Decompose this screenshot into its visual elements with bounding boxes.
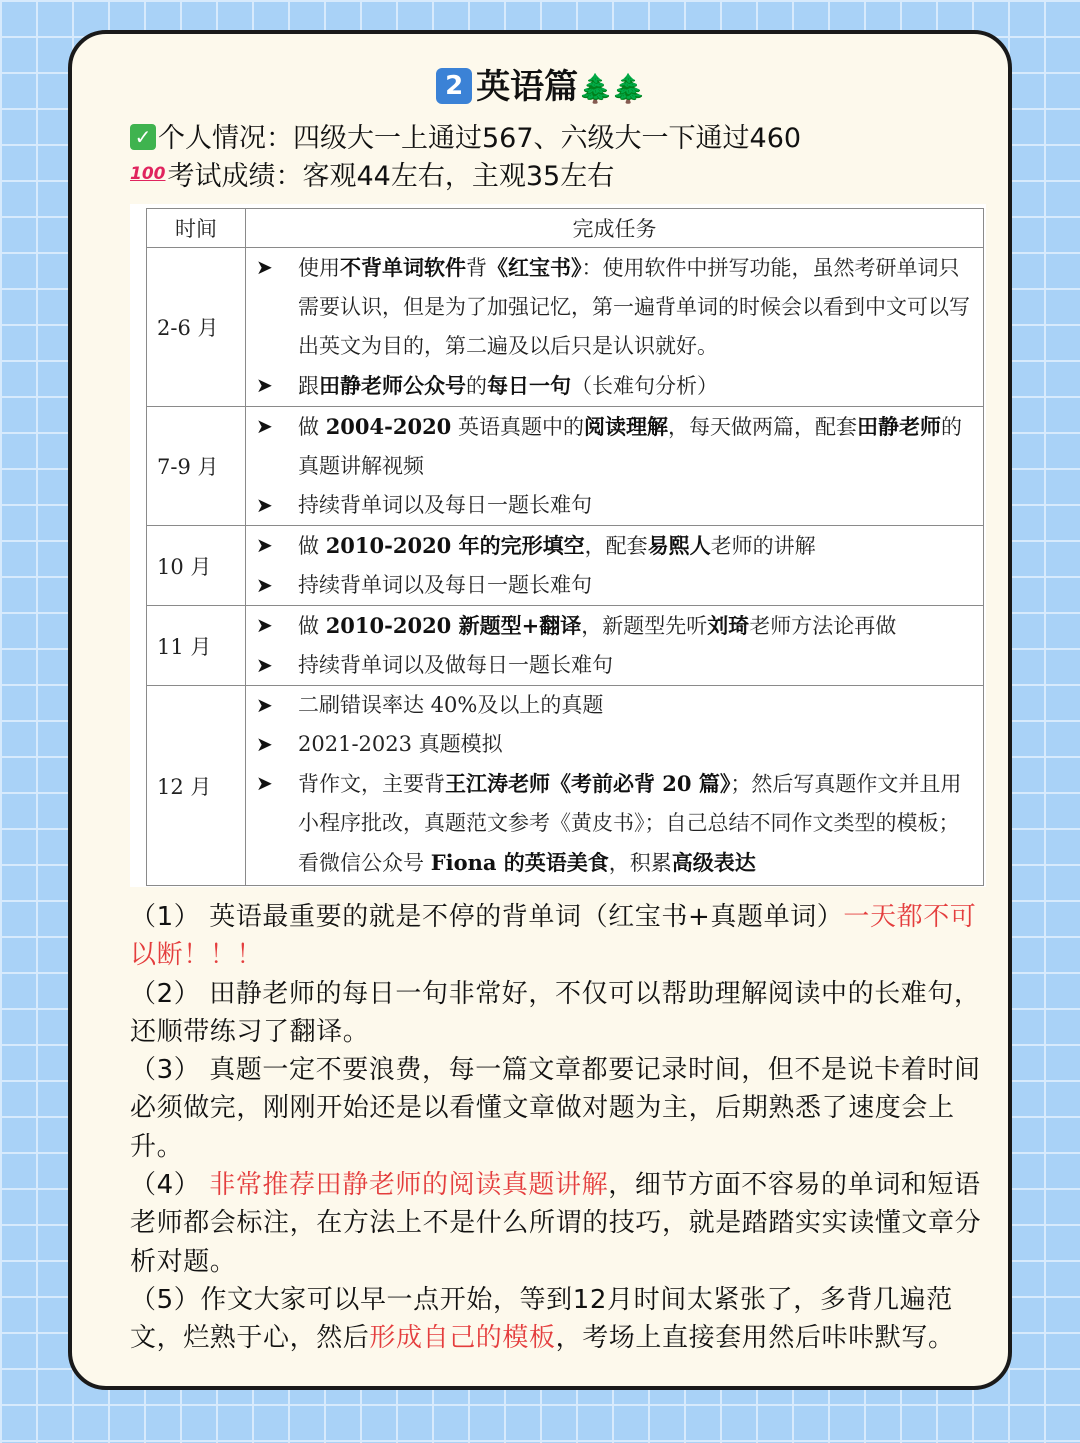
task-cell: [246, 407, 984, 526]
task-text: ；然后写真题作文并且用小程序批改，真题范文参考《黄皮书》；自己总结不同作文类型的模板；看微信公众号: [298, 772, 962, 875]
personal-status-text: 个人情况：四级大一上通过567、六级大一下通过460: [158, 123, 802, 154]
task-item: [256, 646, 971, 685]
task-cell: [246, 248, 984, 407]
task-emphasis: 阅读理解: [584, 414, 668, 439]
task-item: [256, 566, 971, 605]
task-text: 背作文，主要背: [298, 772, 445, 796]
arrow-bullet-icon: ➤: [256, 533, 273, 557]
task-text: 持续背单词以及每日一题长难句: [298, 493, 592, 517]
task-item: [256, 725, 971, 764]
table-row: [147, 606, 984, 686]
study-plan-table: [146, 208, 984, 886]
note-paragraph: [130, 1281, 992, 1358]
table-row: [147, 407, 984, 526]
arrow-bullet-icon: ➤: [256, 573, 273, 597]
header-time: 时间: [147, 209, 246, 248]
note-text: （5）作文大家可以早一点开始，等到12月时间太紧张了，多背几遍范文，烂熟于心，然后: [130, 1284, 953, 1354]
month-cell: 11 月: [147, 606, 246, 686]
highlight-text: 非常推荐田静老师的阅读真题讲解: [209, 1170, 609, 1201]
task-emphasis: 王江涛老师《考前必背 20 篇》: [445, 771, 731, 796]
personal-status-line: [130, 120, 990, 158]
task-text: 持续背单词以及做每日一题长难句: [298, 653, 613, 677]
section-title: [72, 64, 1008, 110]
arrow-bullet-icon: ➤: [256, 771, 273, 795]
hundred-points-icon: 100: [130, 163, 166, 184]
tree-icon: 🌲🌲: [578, 72, 644, 105]
task-text: ，每天做两篇，配套: [668, 415, 857, 439]
note-text: （3） 真题一定不要浪费，每一篇文章都要记录时间，但不是说卡着时间必须做完，刚刚开始还是以看懂文章做对题为主，后期熟悉了速度会上升。: [130, 1055, 981, 1162]
table-header-row: [147, 209, 984, 248]
arrow-bullet-icon: ➤: [256, 373, 273, 397]
task-text: 的: [466, 374, 487, 398]
task-emphasis: 2010-2020 年的完形填空: [325, 533, 585, 558]
task-emphasis: 2004-2020: [325, 414, 452, 439]
task-item: [256, 606, 971, 646]
task-item: [256, 366, 971, 406]
arrow-bullet-icon: ➤: [256, 255, 273, 279]
task-text: 使用: [298, 256, 340, 280]
task-cell: [246, 686, 984, 886]
task-emphasis: 不背单词软件: [340, 255, 466, 280]
table-row: [147, 686, 984, 886]
exam-score-text: 考试成绩：客观44左右，主观35左右: [167, 161, 615, 192]
note-text: ，考场上直接套用然后咔咔默写。: [555, 1323, 955, 1354]
task-item: [256, 486, 971, 525]
task-item: [256, 248, 971, 366]
arrow-bullet-icon: ➤: [256, 414, 273, 438]
note-text: （2） 田静老师的每日一句非常好，不仅可以帮助理解阅读中的长难句，还顺带练习了翻译。: [130, 978, 981, 1047]
task-text: 做: [298, 415, 326, 439]
exam-score-line: [130, 158, 990, 196]
note-text: （1） 英语最重要的就是不停的背单词（红宝书+真题单词）: [130, 902, 844, 932]
task-text: ：使用软件中拼写功能，虽然考研单词只需要认识，但是为了加强记忆，第一遍背单词的时候会以看到中文可以写出英文为目的，第二遍及以后只是认识就好。: [298, 256, 970, 358]
task-text: 做: [298, 614, 326, 638]
arrow-bullet-icon: ➤: [256, 613, 273, 637]
task-item: [256, 407, 971, 486]
task-emphasis: 刘琦: [707, 613, 750, 638]
task-text: 英语真题中的: [451, 415, 584, 439]
table-row: [147, 526, 984, 606]
note-text: （4）: [130, 1170, 210, 1201]
task-text: 背: [466, 256, 487, 280]
task-emphasis: 每日一句: [487, 373, 571, 398]
study-plan-table-image: [130, 204, 986, 887]
title-text: 英语篇: [476, 67, 579, 107]
task-text: 持续背单词以及每日一题长难句: [298, 573, 592, 597]
notes-section: [130, 898, 992, 1358]
highlight-text: 一天都不可以断！！！: [130, 902, 977, 971]
task-text: 的真题讲解视频: [298, 415, 962, 478]
check-icon: ✓: [130, 124, 156, 150]
arrow-bullet-icon: ➤: [256, 693, 273, 717]
task-item: [256, 686, 971, 725]
note-paragraph: [130, 975, 992, 1052]
note-text: ，细节方面不容易的单词和短语老师都会标注，在方法上不是什么所谓的技巧，就是踏踏实实读懂文章分析对题。: [130, 1170, 982, 1277]
header-task: 完成任务: [246, 209, 984, 248]
task-emphasis: 田静老师公众号: [319, 373, 466, 398]
task-text: 做: [298, 534, 326, 558]
content-card: [68, 30, 1012, 1390]
arrow-bullet-icon: ➤: [256, 732, 273, 756]
highlight-text: 形成自己的模板: [369, 1323, 556, 1354]
task-text: 老师的讲解: [710, 534, 816, 558]
task-cell: [246, 526, 984, 606]
task-text: 跟: [298, 374, 319, 398]
arrow-bullet-icon: ➤: [256, 653, 273, 677]
note-paragraph: [130, 898, 992, 975]
task-text: 二刷错误率达 40%及以上的真题: [298, 693, 604, 717]
table-row: [147, 248, 984, 407]
month-cell: 7-9 月: [147, 407, 246, 526]
task-emphasis: 2010-2020 新题型+翻译: [325, 613, 582, 638]
task-text: （长难句分析）: [571, 374, 718, 398]
month-cell: 10 月: [147, 526, 246, 606]
month-cell: 2-6 月: [147, 248, 246, 407]
note-paragraph: [130, 1051, 992, 1166]
task-text: ，配套: [584, 534, 648, 558]
task-emphasis: Fiona 的英语美食: [430, 850, 609, 875]
task-emphasis: 田静老师: [857, 414, 941, 439]
task-text: 老师方法论再做: [749, 614, 897, 638]
task-item: [256, 764, 971, 883]
task-item: [256, 526, 971, 566]
month-cell: 12 月: [147, 686, 246, 886]
task-emphasis: 《红宝书》: [487, 255, 582, 280]
note-paragraph: [130, 1166, 992, 1281]
arrow-bullet-icon: ➤: [256, 493, 273, 517]
task-text: 2021-2023 真题模拟: [298, 732, 503, 756]
number-badge: 2: [436, 68, 472, 104]
task-text: ，新题型先听: [581, 614, 708, 638]
task-text: ，积累: [608, 851, 672, 875]
task-cell: [246, 606, 984, 686]
task-emphasis: 高级表达: [671, 850, 756, 875]
task-emphasis: 易熙人: [647, 533, 711, 558]
